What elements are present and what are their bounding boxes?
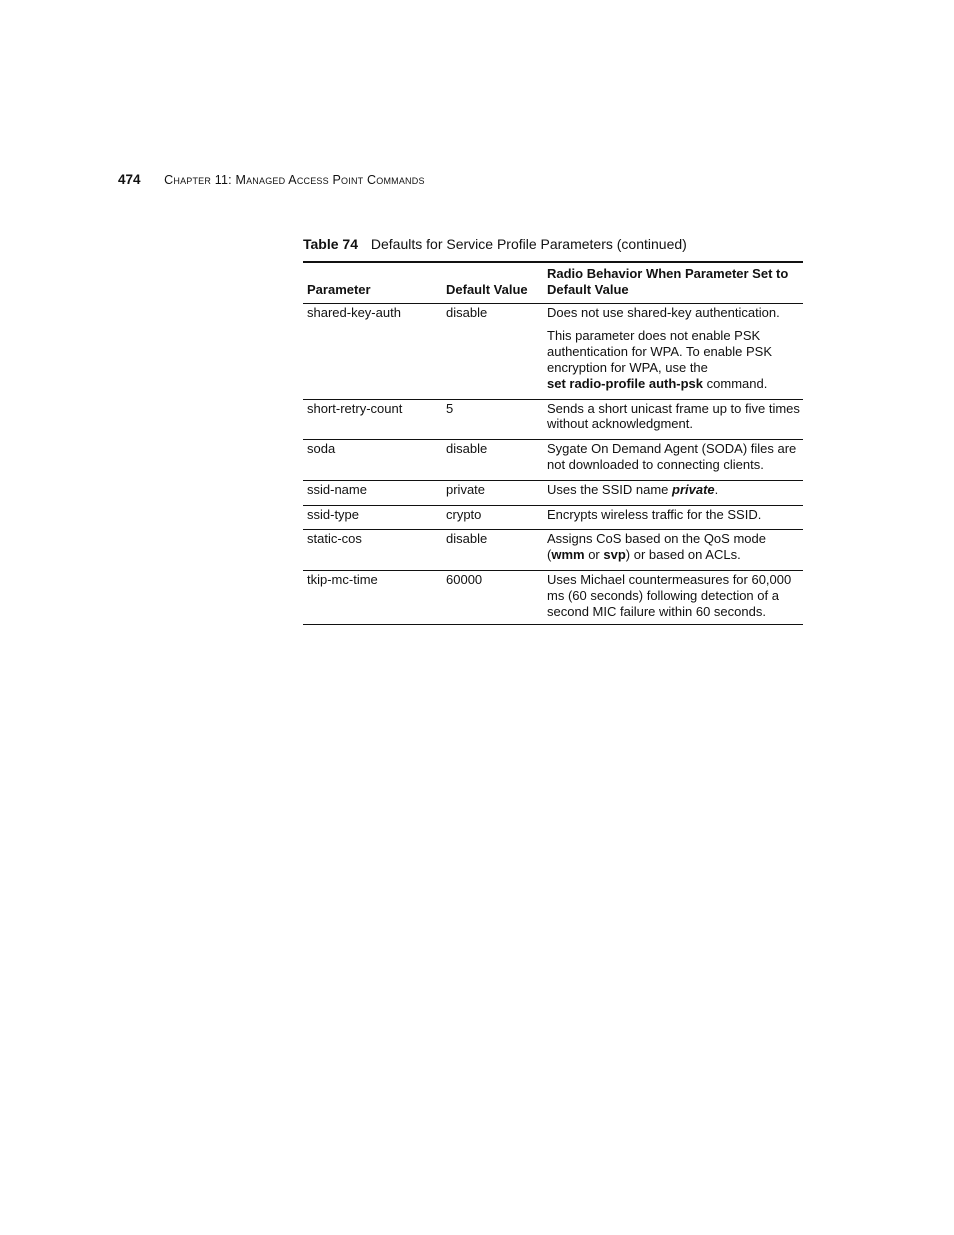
behavior-paragraph: Does not use shared-key authentication.	[547, 304, 780, 320]
behavior-cell: Sends a short unicast frame up to five times without acknowledgment.	[547, 400, 800, 432]
behavior-text: or	[584, 547, 604, 563]
page-number: 474	[118, 172, 141, 187]
behavior-suffix: .	[714, 481, 719, 497]
table-header-row	[303, 262, 803, 303]
table-row	[303, 505, 803, 530]
table-row	[303, 530, 803, 571]
behavior-cell: Sygate On Demand Agent (SODA) files are not downloaded to connecting clients.	[547, 441, 797, 472]
table-row	[303, 440, 803, 481]
table-row	[303, 570, 803, 624]
table-caption-label: Table 74	[303, 236, 358, 252]
default-value-cell: disable	[446, 441, 488, 457]
column-header-default-value: Default Value	[442, 262, 543, 303]
table-caption-text: Defaults for Service Profile Parameters (continued)	[370, 236, 687, 252]
behavior-cell	[543, 530, 803, 571]
table-row	[303, 303, 803, 399]
note-suffix: command.	[703, 375, 768, 391]
running-header	[118, 171, 425, 189]
command-text: set radio-profile auth-psk	[547, 375, 704, 391]
table-row	[303, 480, 803, 505]
defaults-table	[303, 261, 803, 625]
table-row	[303, 399, 803, 440]
behavior-text: Uses the SSID name	[547, 481, 672, 497]
parameter-cell: short-retry-count	[307, 400, 403, 416]
chapter-title: Chapter 11: Managed Access Point Commands	[164, 173, 425, 187]
parameter-cell: shared-key-auth	[307, 304, 401, 320]
behavior-cell	[543, 480, 803, 505]
parameter-cell: ssid-type	[307, 506, 360, 522]
table-caption	[303, 235, 687, 253]
default-value-cell: crypto	[446, 506, 482, 522]
parameter-cell: ssid-name	[307, 481, 367, 497]
default-value-cell: 60000	[446, 571, 483, 587]
parameter-cell: soda	[307, 441, 336, 457]
behavior-text: Assigns CoS based on the QoS mode (	[547, 531, 766, 563]
default-value-cell: disable	[446, 531, 488, 547]
behavior-text: ) or based on ACLs.	[625, 547, 741, 563]
keyword-svp: svp	[603, 547, 626, 563]
parameter-cell: tkip-mc-time	[307, 571, 378, 587]
column-header-parameter: Parameter	[303, 262, 442, 303]
default-value-cell: disable	[446, 304, 488, 320]
behavior-cell	[543, 303, 803, 399]
parameter-cell: static-cos	[307, 531, 362, 547]
note-text: This parameter does not enable PSK authentication for WPA. To enable PSK encryption for WPA, use the	[547, 328, 772, 375]
behavior-cell: Encrypts wireless traffic for the SSID.	[547, 506, 762, 522]
ssid-name-emphasis: private	[672, 481, 715, 497]
keyword-wmm: wmm	[551, 547, 585, 563]
default-value-cell: private	[446, 481, 486, 497]
column-header-radio-behavior: Radio Behavior When Parameter Set to Default Value	[543, 262, 803, 303]
behavior-cell: Uses Michael countermeasures for 60,000 ms (60 seconds) following detection of a second MIC failure within 60 seconds.	[547, 571, 792, 619]
behavior-note-paragraph	[547, 328, 803, 391]
default-value-cell: 5	[446, 400, 454, 416]
